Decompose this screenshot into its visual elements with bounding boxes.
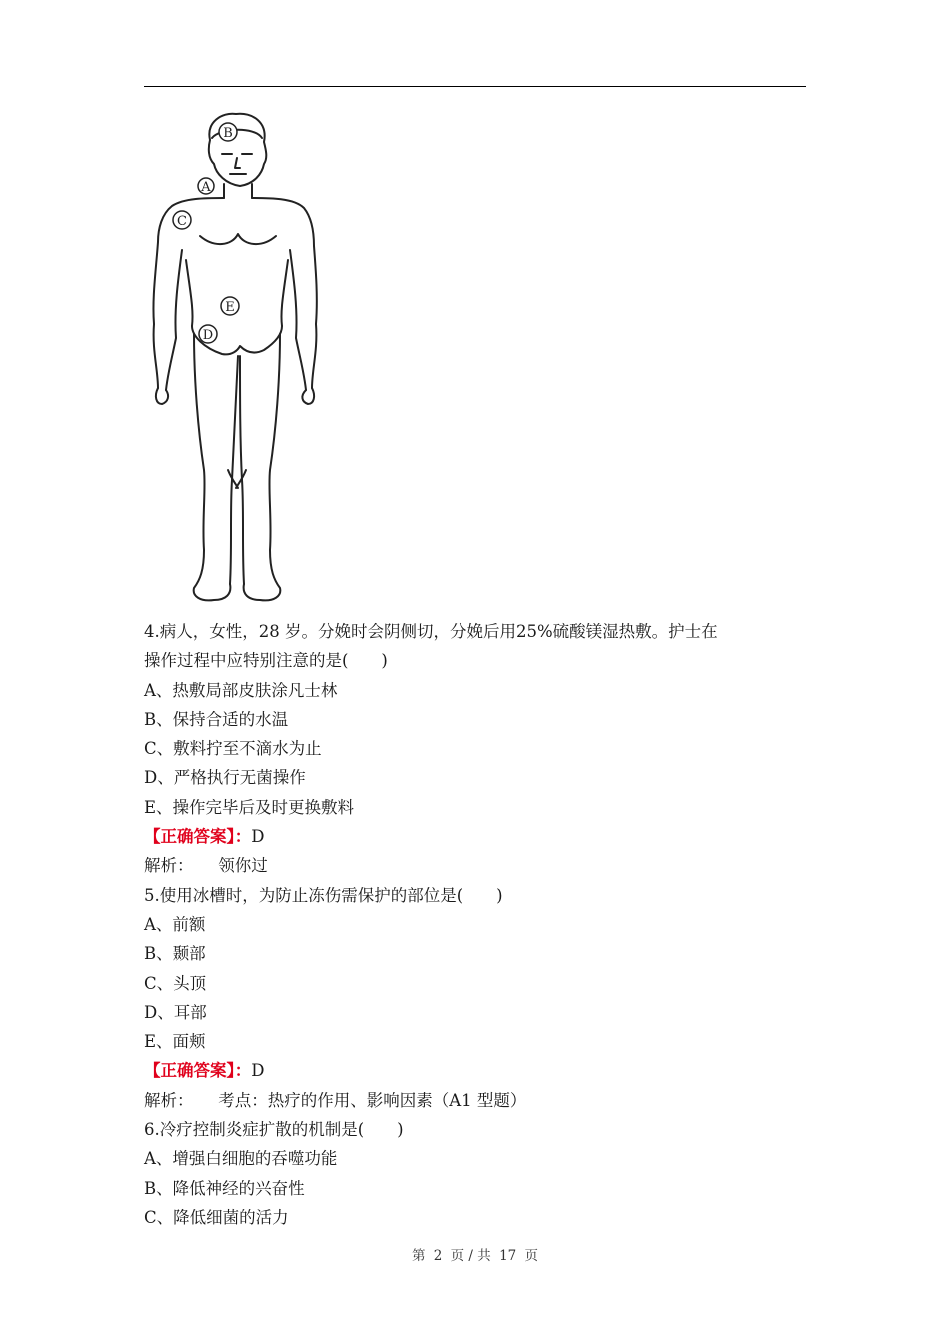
q6-option-c: C、降低细菌的活力	[144, 1207, 289, 1227]
label-e: E	[225, 300, 235, 315]
q4-answer-label: 【正确答案】：	[144, 827, 252, 847]
q4-option-b: B、保持合适的水温	[144, 709, 289, 729]
q5-option-b: B、颞部	[144, 944, 206, 964]
page-footer	[0, 1244, 950, 1264]
human-body-figure	[144, 110, 344, 610]
q4-analysis: 解析： 领你过	[144, 856, 268, 876]
q4-stem-line2: 操作过程中应特别注意的是( )	[144, 651, 388, 671]
q6-option-a: A、增强白细胞的吞噬功能	[144, 1149, 338, 1169]
q4-option-a: A、热敷局部皮肤涂凡士林	[144, 680, 338, 700]
footer-suffix: 页	[524, 1248, 539, 1264]
q4-option-c: C、敷料拧至不滴水为止	[144, 739, 322, 759]
q4-option-e: E、操作完毕后及时更换敷料	[144, 797, 355, 817]
label-c: C	[177, 214, 187, 229]
label-d: D	[202, 328, 214, 343]
footer-total-pages: 17	[499, 1248, 517, 1264]
q5-answer	[144, 1056, 814, 1085]
q4-answer-value: D	[251, 827, 265, 847]
q5-option-d: D、耳部	[144, 1002, 207, 1022]
q4-stem-line1: 4.病人，女性，28 岁。分娩时会阴侧切，分娩后用25%硫酸镁湿热敷。护士在	[144, 622, 718, 641]
q4-answer	[144, 822, 814, 851]
question-content	[144, 617, 814, 1232]
footer-page-number: 2	[433, 1248, 443, 1264]
q5-answer-label: 【正确答案】：	[144, 1061, 252, 1081]
q5-answer-value: D	[251, 1061, 265, 1081]
footer-prefix: 第	[411, 1248, 426, 1264]
q6-stem: 6.冷疗控制炎症扩散的机制是( )	[144, 1120, 404, 1140]
q5-option-e: E、面颊	[144, 1032, 206, 1052]
header-rule	[144, 86, 806, 87]
label-b: B	[223, 126, 233, 141]
q6-option-b: B、降低神经的兴奋性	[144, 1178, 305, 1198]
q4-option-d: D、严格执行无菌操作	[144, 768, 306, 788]
footer-mid: 页 / 共	[450, 1248, 491, 1264]
q5-analysis: 解析： 考点：热疗的作用、影响因素（A1 型题）	[144, 1090, 527, 1110]
label-a: A	[201, 180, 211, 195]
q5-option-a: A、前额	[144, 914, 206, 934]
q5-option-c: C、头顶	[144, 973, 207, 993]
q5-stem: 5.使用冰槽时，为防止冻伤需保护的部位是( )	[144, 885, 503, 905]
